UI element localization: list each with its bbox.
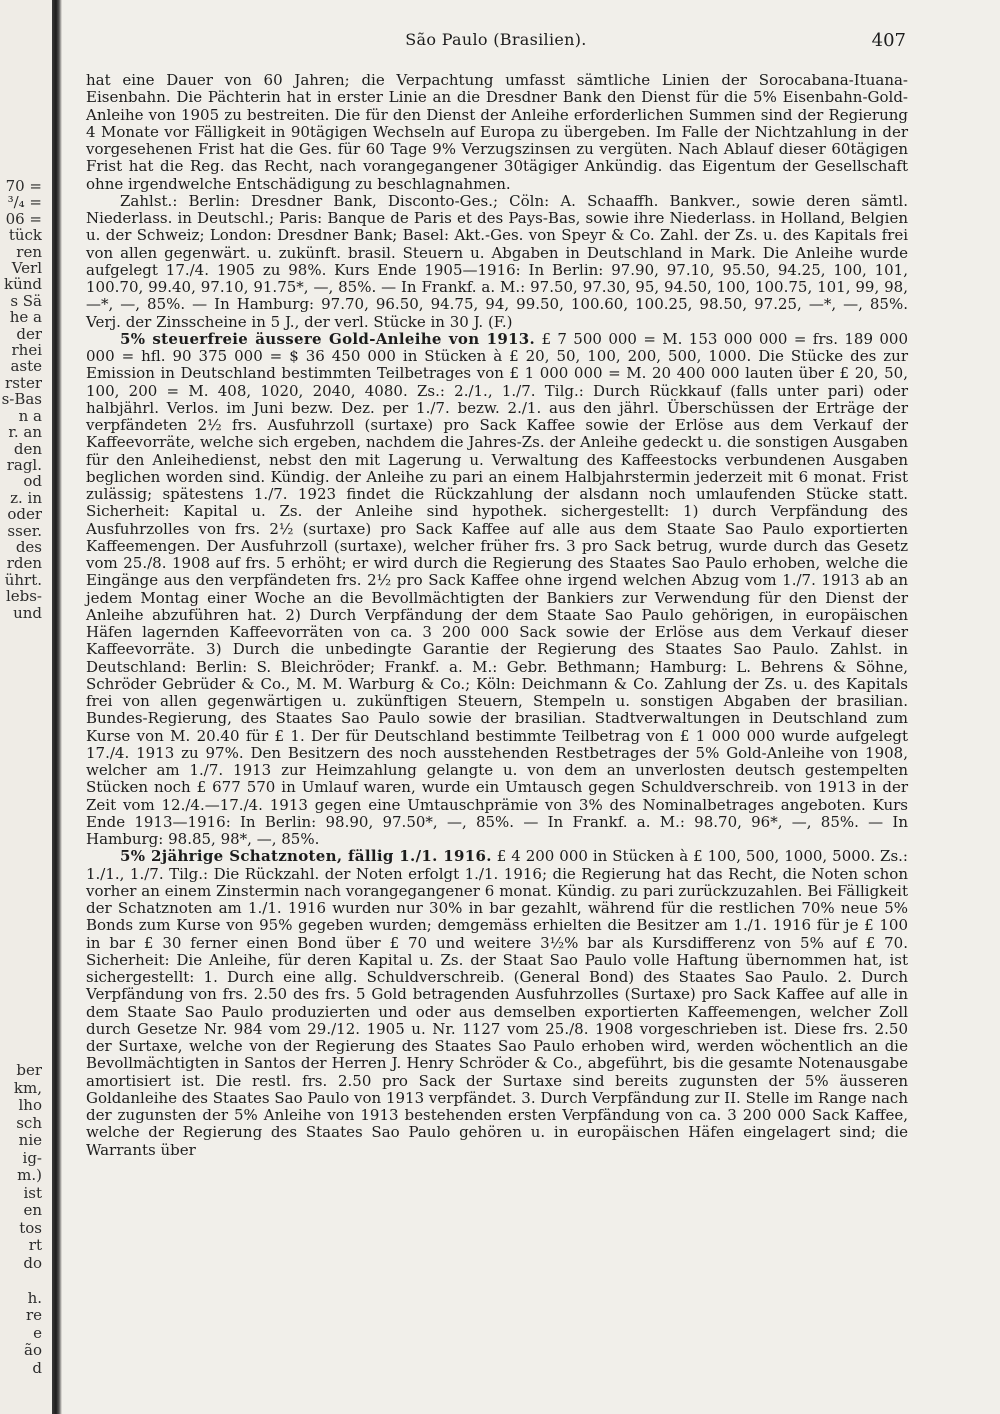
page-number: 407 — [871, 30, 906, 51]
paragraph-text: Zahlst.: Berlin: Dresdner Bank, Disconto-Ges.; Cöln: A. Schaaffh. Bankver., sowie deren sämtl. Niederlass. in Deutschl.; Paris: Banque de Paris et des Pays-Bas, sowie ihre Niederlass. in Holland, Belgien u. der Schweiz; London: Dresdner Bank; Basel: Akt.-Ges. von Speyr & Co. Zahl. der Zs. u. des Kapitals frei von allen gegenwärt. u. zukünft. brasil. Steuern u. Abgaben in Deutschland in Mark. Die Anleihe wurde aufgelegt 17./4. 1905 zu 98%. Kurs Ende 1905—1916: In Berlin: 97.90, 97.10, 95.50, 94.25, 100, 101, 100.70, 99.40, 97.10, 91.75*, —, 85%. — In Frankf. a. M.: 97.50, 97.30, 95, 94.50, 100, 100.75, 101, 99, 98, —*, —, 85%. — In Hamburg: 97.70, 96.50, 94.75, 94, 99.50, 100.60, 100.25, 98.50, 97.25, —*, —, 85%. Verj. der Zinsscheine in 5 J., der verl. Stücke in 30 J. (F.) — [86, 191, 908, 331]
adjacent-page-fragment-upper: 70 = ³/₄ = 06 = tück ren Verl künd s Sä he a der rhei aste rster s-Bas n a r. an den ragl. od z. in oder sser. des rden ührt. lebs- und — [1, 178, 42, 621]
paragraph-lease-terms — [86, 72, 908, 193]
loan-heading: 5% 2jährige Schatznoten, fällig 1./1. 1916. — [120, 847, 492, 866]
paragraph-treasury-notes-1916 — [86, 848, 908, 1159]
body-text — [86, 72, 908, 1159]
adjacent-page-margin — [0, 0, 50, 1414]
page-binding-edge — [52, 0, 62, 1414]
paragraph-text: hat eine Dauer von 60 Jahren; die Verpachtung umfasst sämtliche Linien der Sorocabana-Ituana-Eisenbahn. Die Pächterin hat in erster Linie an die Dresdner Bank den Dienst für die 5% Eisenbahn-Gold-Anleihe von 1905 zu bestreiten. Die für den Dienst der Anleihe erforderlichen Summen sind der Regierung 4 Monate vor Fälligkeit in 90tägigen Wechseln auf Europa zu übergeben. Im Falle der Nichtzahlung in der vorgesehenen Frist hat die Ges. für 60 Tage 9% Verzugszinsen zu vergüten. Nach Ablauf dieser 60tägigen Frist hat die Reg. das Recht, nach vorangegangener 30tägiger Ankündig. das Eigentum der Gesellschaft ohne irgendwelche Entschädigung zu beschlagnahmen. — [86, 71, 908, 193]
paragraph-text: £ 7 500 000 = M. 153 000 000 = frs. 189 000 000 = hfl. 90 375 000 = $ 36 450 000 in Stücken à £ 20, 50, 100, 200, 500, 1000. Die Stücke des zur Emission in Deutschland bestimmten Teilbetrages von £ 1 000 000 = M. 20 400 000 lauten über £ 20, 50, 100, 200 = M. 408, 1020, 2040, 4080. Zs.: 2./1., 1./7. Tilg.: Durch Rückkauf (falls unter pari) oder halbjährl. Verlos. im Juni bezw. Dez. per 1./7. bezw. 2./1. aus den jährl. Überschüssen der Erträge der verpfändeten 2½ frs. Ausfuhrzoll (surtaxe) pro Sack Kaffee sowie der Erlöse aus dem Verkauf der Kaffeevorräte, welche sich ergeben, nachdem die Jahres-Zs. der Anleihe gedeckt u. die sonstigen Ausgaben für den Anleihedienst, nebst den mit Lagerung u. Verwaltung des Kaffeestocks verbundenen Ausgaben beglichen worden sind. Kündig. der Anleihe zu pari an einem Halbjahrstermin jederzeit mit 6 monat. Frist zulässig; spätestens 1./7. 1923 findet die Rückzahlung der alsdann noch umlaufenden Stücke statt. Sicherheit: Kapital u. Zs. der Anleihe sind hypothek. sichergestellt: 1) durch Verpfändung des Ausfuhrzolles von frs. 2½ (surtaxe) pro Sack Kaffee auf alle aus dem Staate Sao Paulo exportierten Kaffeemengen. Der Ausfuhrzoll (surtaxe), welcher früher frs. 3 pro Sack betrug, wurde durch das Gesetz vom 25./8. 1908 auf frs. 5 erhöht; er wird durch die Regierung des Staates Sao Paulo erhoben, welche die Eingänge aus den verpfändeten frs. 2½ pro Sack Kaffee ohne irgend welchen Abzug vom 1./7. 1913 ab an jedem Montag einer Woche an die Bevollmächtigten der Bankiers zur Verwendung für den Dienst der Anleihe abzuführen hat. 2) Durch Verpfändung der dem Staate Sao Paulo gehörigen, in europäischen Häfen lagernden Kaffeevorräten von ca. 3 200 000 Sack sowie der Erlöse aus dem Verkauf dieser Kaffeevorräte. 3) Durch die unbedingte Garantie der Regierung des Staates Sao Paulo. Zahlst. in Deutschland: Berlin: S. Bleichröder; Frankf. a. M.: Gebr. Bethmann; Hamburg: L. Behrens & Söhne, Schröder Gebrüder & Co., M. M. Warburg & Co.; Köln: Deichmann & Co. Zahlung der Zs. u. des Kapitals frei von allen gegenwärtigen u. zukünftigen Steuern, Stempeln u. sonstigen Abgaben der brasilian. Bundes-Regierung, des Staates Sao Paulo sowie der brasilian. Stadtverwaltungen in Deutschland zum Kurse von M. 20.40 für £ 1. Der für Deutschland bestimmte Teilbetrag von £ 1 000 000 wurde aufgelegt 17./4. 1913 zu 97%. Den Besitzern des noch ausstehenden Restbetrages der 5% Gold-Anleihe von 1908, welcher am 1./7. 1913 zur Heimzahlung gelangte u. von dem an unverlosten deutsch gestempelten Stücken noch £ 677 570 in Umlauf waren, wurde ein Umtausch gegen Schuldverschreib. von 1913 in der Zeit vom 12./4.—17./4. 1913 gegen eine Umtauschprämie von 3% des Nominalbetrages angeboten. Kurs Ende 1913—1916: In Berlin: 98.90, 97.50*, —, 85%. — In Frankf. a. M.: 98.70, 96*, —, 85%. — In Hamburg: 98.85, 98*, —, 85%. — [86, 329, 908, 848]
paragraph-text: £ 4 200 000 in Stücken à £ 100, 500, 1000, 5000. Zs.: 1./1., 1./7. Tilg.: Die Rückzahl. der Noten erfolgt 1./1. 1916; die Regierung hat das Recht, die Noten schon vorher an einem Zinstermin nach vorangegangener 6 monat. Kündig. zu pari zurückzuzahlen. Bei Fälligkeit der Schatznoten am 1./1. 1916 wurden nur 30% in bar gezahlt, während für die restlichen 70% neue 5% Bonds zum Kurse von 95% gegeben wurden; demgemäss erhielten die Besitzer am 1./1. 1916 für je £ 100 in bar £ 30 ferner einen Bond über £ 70 und weitere 3½% bar als Kursdifferenz von 5% auf £ 70. Sicherheit: Die Anleihe, für deren Kapital u. Zs. der Staat Sao Paulo volle Haftung übernommen hat, ist sichergestellt: 1. Durch eine allg. Schuldverschreib. (General Bond) des Staates Sao Paulo. 2. Durch Verpfändung von frs. 2.50 des frs. 5 Gold betragenden Ausfuhrzolles (Surtaxe) pro Sack Kaffee auf alle in dem Staate Sao Paulo produzierten und oder aus demselben exportierten Kaffeemengen, welcher Zoll durch Gesetze Nr. 984 vom 29./12. 1905 u. Nr. 1127 vom 25./8. 1908 vorgeschrieben ist. Diese frs. 2.50 der Surtaxe, welche von der Regierung des Staates Sao Paulo erhoben wird, werden wöchentlich an die Bevollmächtigten in Santos der Herren J. Henry Schröder & Co., abgeführt, bis die gesamte Notenausgabe amortisiert ist. Die restl. frs. 2.50 pro Sack der Surtaxe sind bereits zugunsten der 5% äusseren Goldanleihe des Staates Sao Paulo von 1913 verpfändet. 3. Durch Verpfändung zur II. Stelle im Range nach der zugunsten der 5% Anleihe von 1913 bestehenden ersten Verpfändung von ca. 3 200 000 Sack Kaffee, welche der Regierung des Staates Sao Paulo gehören u. in europäischen Häfen eingelagert sind; die Warrants über — [86, 847, 908, 1159]
running-title: São Paulo (Brasilien). — [405, 30, 587, 49]
paragraph-gold-loan-1913 — [86, 331, 908, 849]
loan-heading: 5% steuerfreie äussere Gold-Anleihe von 1913. — [120, 329, 536, 348]
paragraph-paying-agents-1905 — [86, 193, 908, 331]
page-header — [86, 30, 906, 56]
adjacent-page-fragment-lower: ber km, lho sch nie ig- m.) ist en tos rt do h. re e ão d — [13, 1062, 42, 1377]
